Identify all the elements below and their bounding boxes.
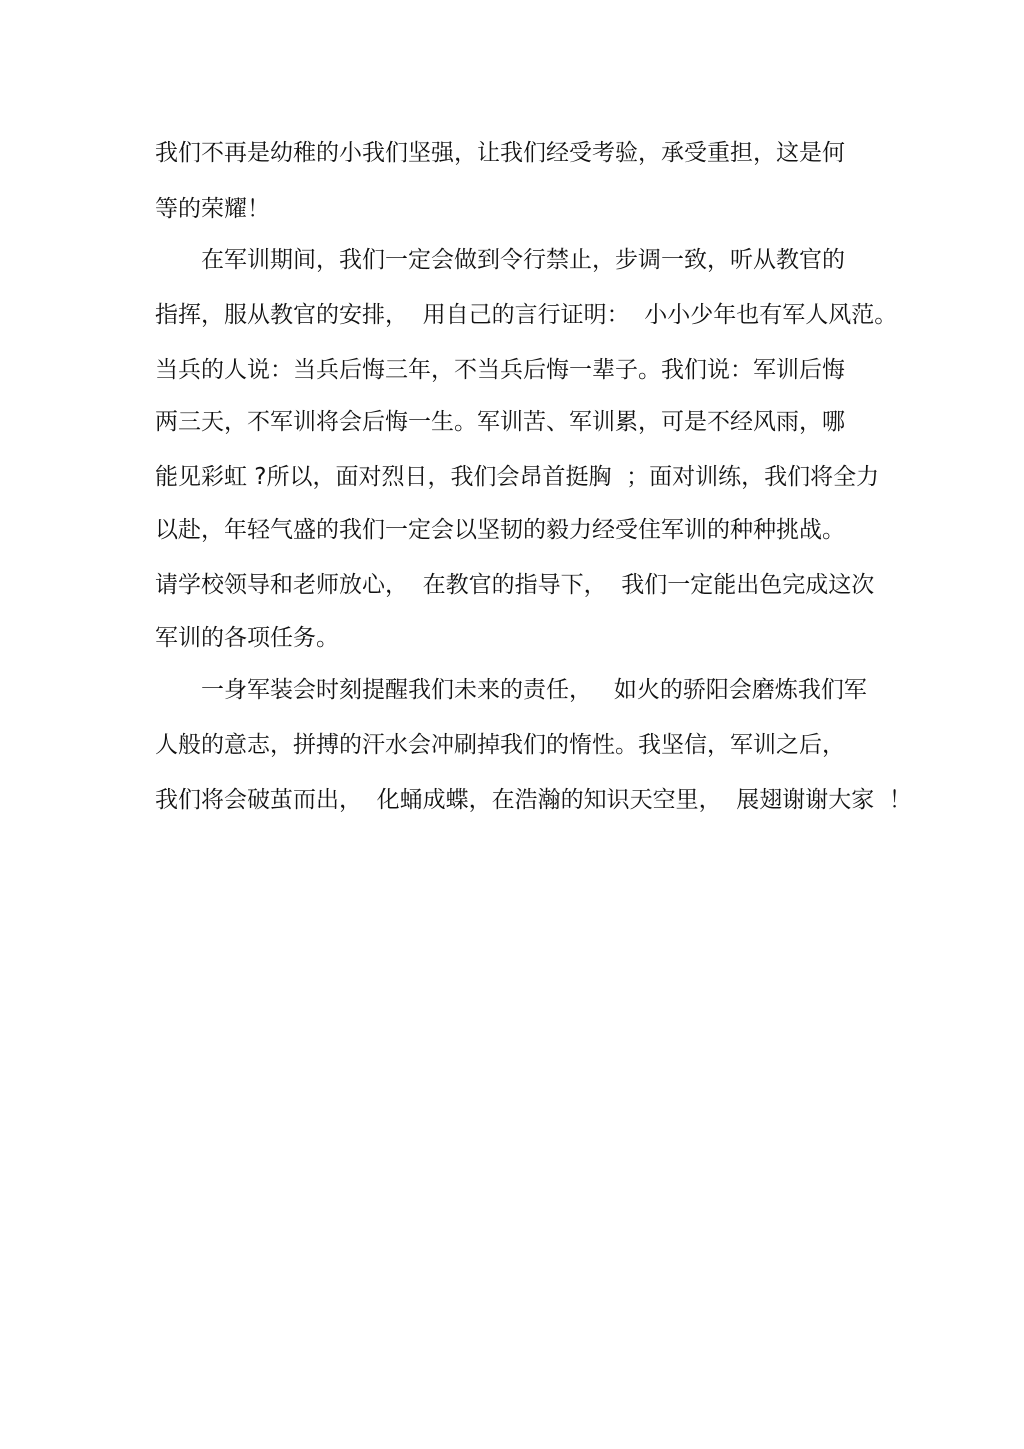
text-line: 我们将会破茧而出， 化蛹成蝶，在浩瀚的知识天空里， 展翅谢谢大家 ！ [155,787,912,813]
text-line: 指挥，服从教官的安排， 用自己的言行证明： 小小少年也有军人风范。 [155,302,898,328]
text-line: 以赴，年轻气盛的我们一定会以坚韧的毅力经受住军训的种种挑战。 [155,517,845,543]
text-line: 当兵的人说：当兵后悔三年，不当兵后悔一辈子。我们说：军训后悔 [155,357,845,383]
text-line: 两三天，不军训将会后悔一生。军训苦、军训累，可是不经风雨，哪 [155,409,845,435]
text-line: 等的荣耀！ [155,196,270,222]
text-line: 人般的意志，拼搏的汗水会冲刷掉我们的惰性。我坚信，军训之后， [155,732,845,758]
text-line: 请学校领导和老师放心， 在教官的指导下， 我们一定能出色完成这次 [155,572,875,598]
text-line: 在军训期间，我们一定会做到令行禁止，步调一致，听从教官的 [201,247,845,273]
text-line: 一身军装会时刻提醒我们未来的责任， 如火的骄阳会磨炼我们军 [201,677,867,703]
text-line: 军训的各项任务。 [155,625,339,651]
text-line: 我们不再是幼稚的小我们坚强，让我们经受考验，承受重担，这是何 [155,140,845,166]
text-line: 能见彩虹 ?所以，面对烈日，我们会昂首挺胸 ；面对训练，我们将全力 [155,464,880,490]
